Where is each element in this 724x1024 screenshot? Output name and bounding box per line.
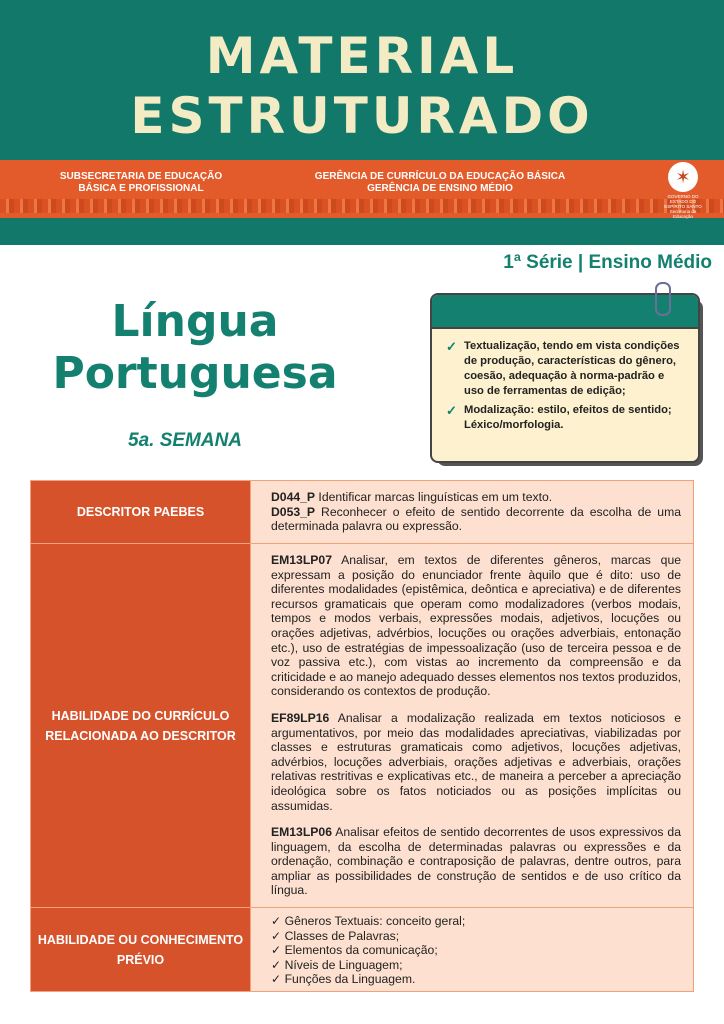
- topics-card: [430, 293, 700, 463]
- prior-item: ✓ Funções da Linguagem.: [271, 972, 416, 987]
- row-label-prior: HABILIDADE OU CONHECIMENTO PRÉVIO: [31, 908, 251, 992]
- curriculum-table: [30, 480, 694, 992]
- center-org-line2: GERÊNCIA DE ENSINO MÉDIO: [367, 183, 513, 194]
- subject-title: [30, 296, 360, 400]
- descritor-code: D044_P: [271, 490, 316, 504]
- subject-line1: Língua: [111, 296, 279, 347]
- prior-item: ✓ Gêneros Textuais: conceito geral;: [271, 914, 466, 929]
- descritor-text: Reconhecer o efeito de sentido decorrente da escolha de uma determinada palavra ou expressão.: [271, 504, 681, 534]
- topic-item: ✓ Textualização, tendo em vista condições de produção, características do gênero, coesão, adequação à norma-padrão e uso de ferramentas de edição;: [446, 339, 680, 397]
- card-body: [432, 329, 698, 433]
- crest-icon: ✶: [668, 162, 698, 192]
- banner-footer: [0, 218, 724, 245]
- prior-item: ✓ Classes de Palavras;: [271, 928, 400, 943]
- table-row: [31, 908, 694, 992]
- decorative-strip: [0, 199, 724, 213]
- logo-caption: GOVERNO DO ESTADO DO ESPÍRITO SANTO Secretaria da Educação: [664, 194, 702, 219]
- habilidade-text: Analisar, em textos de diferentes gêneros, marcas que expressam a posição do enunciador frente àquilo que é dito: uso de diferentes modalidades (epistêmica, deôntica e apreciativa) e de diferentes recursos gramaticais que operam como modalizadores (verbos modais, tempos e modos verbais, expressões modais, adjetivos, locuções ou orações adjetivas, advérbios, locuções ou orações adverbiais, entonação etc.), uso de estratégias de impessoalização (uso de terceira pessoa e de voz passiva etc.), com vistas ao incremento da compreensão e da criticidade e ao manejo adequado desses elementos nos textos produzidos, considerando os contextos de produção.: [271, 553, 681, 699]
- row-label-descritor: DESCRITOR PAEBES: [31, 481, 251, 544]
- habilidade-code: EM13LP07: [271, 553, 332, 567]
- government-logo: [660, 162, 706, 219]
- paperclip-icon: [655, 282, 671, 316]
- descritor-text: Identificar marcas linguísticas em um texto.: [315, 490, 553, 504]
- habilidade-text: Analisar efeitos de sentido decorrentes de usos expressivos da linguagem, da escolha de determinadas palavras ou expressões e da ordenação, combinação e contraposição de palavras, dentre outros, para ampliar as possibilidades de construção de sentidos e de uso crítico da língua.: [271, 825, 681, 898]
- habilidade-text: Analisar a modalização realizada em textos noticiosos e argumentativos, por meio das modalidades apreciativas, viabilizadas por classes e estruturas gramaticais como adjetivos, locuções adjetivas, advérbios, locuções adverbiais, orações adjetivas e adverbiais, orações relativas restritivas e explicativas etc., de maneira a perceber a apreciação ideológica sobre os fatos noticiados ou as posições implícitas ou assumidas.: [271, 710, 681, 813]
- topic-item: ✓ Modalização: estilo, efeitos de sentido; Léxico/morfologia.: [446, 403, 672, 431]
- check-icon: ✓: [446, 403, 457, 418]
- week-label: 5a. SEMANA: [128, 430, 243, 451]
- table-row: [31, 544, 694, 908]
- grade-label: 1ª Série | Ensino Médio: [503, 252, 712, 273]
- prior-item: ✓ Elementos da comunicação;: [271, 943, 438, 958]
- banner-title-line2: ESTRUTURADO: [130, 87, 594, 145]
- descritor-cell: [251, 481, 694, 544]
- prior-cell: [251, 908, 694, 992]
- habilidade-cell: [251, 544, 694, 908]
- center-org-text: [300, 171, 580, 195]
- habilidade-code: EM13LP06: [271, 825, 332, 840]
- habilidade-code: EF89LP16: [271, 710, 330, 725]
- row-label-habilidade: HABILIDADE DO CURRÍCULO RELACIONADA AO DESCRITOR: [31, 544, 251, 908]
- center-org-line1: GERÊNCIA DE CURRÍCULO DA EDUCAÇÃO BÁSICA: [314, 171, 566, 182]
- prior-item: ✓ Níveis de Linguagem;: [271, 957, 403, 972]
- subject-line2: Portuguesa: [52, 348, 338, 399]
- table-row: [31, 481, 694, 544]
- left-org-text: SUBSECRETARIA DE EDUCAÇÃO BÁSICA E PROFISSIONAL: [59, 171, 223, 194]
- banner-title-line1: MATERIAL: [205, 27, 519, 85]
- descritor-code: D053_P: [271, 504, 316, 519]
- check-icon: ✓: [446, 339, 457, 354]
